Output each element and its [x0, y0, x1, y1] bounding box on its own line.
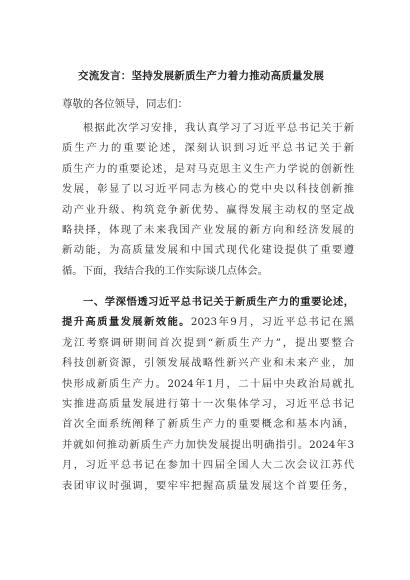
paragraph-line: 根据此次学习安排，我认真学习了习近平总书记关于新	[83, 122, 354, 134]
paragraph-line: 发展，彰显了以习近平同志为核心的党中央以科技创新推	[62, 183, 354, 196]
paragraph-text: 2023年9月，习近平总书记在黑	[190, 316, 354, 329]
paragraph-line	[62, 312, 354, 332]
paragraph-line: 动产业升级、构筑竞争新优势、赢得发展主动权的坚定战	[62, 203, 354, 216]
paragraph-line: 略抉择，体现了未来我国产业发展的新方向和经济发展的	[62, 223, 354, 236]
paragraph-line: 质生产力的重要论述，是对马克思主义生产力学说的创新性	[62, 162, 354, 175]
paragraph-intro	[62, 118, 354, 281]
section-heading-cont: 提升高质量发展新效能。	[62, 316, 191, 329]
paragraph-line: 月，习近平总书记在参加十四届全国人大二次会议江苏代	[62, 459, 354, 472]
paragraph-line: 首次全面系统阐释了新质生产力的重要概念和基本内涵，	[62, 418, 354, 431]
paragraph-section-one	[62, 292, 354, 496]
document-title: 交流发言：坚持发展新质生产力着力推动高质量发展	[78, 70, 325, 82]
paragraph-line	[62, 292, 354, 312]
paragraph-line: 实推进高质量发展进行第十一次集体学习，习近平总书记	[62, 397, 354, 410]
paragraph-line: 新动能，为高质量发展和中国式现代化建设提供了重要遵	[62, 244, 354, 257]
paragraph-line: 循。下面，我结合我的工作实际谈几点体会。	[62, 264, 268, 277]
paragraph-line: 表团审议时强调，要牢牢把握高质量发展这个首要任务，	[62, 479, 354, 492]
paragraph-line: 龙江考察调研期间首次提到“新质生产力”，提出要整合	[62, 336, 354, 349]
salutation: 尊敬的各位领导，同志们：	[62, 98, 188, 110]
paragraph-line: 快形成新质生产力。2024年1月，二十届中央政治局就扎	[62, 377, 354, 390]
paragraph-line: 质生产力的重要论述，深刻认识到习近平总书记关于新	[62, 142, 354, 155]
paragraph-line: 科技创新资源，引领发展战略性新兴产业和未来产业，加	[62, 357, 354, 370]
section-heading: 一、学深悟透习近平总书记关于新质生产力的重要论述，	[83, 296, 354, 308]
paragraph-line: 并就如何推动新质生产力加快发展提出明确指引。2024年3	[62, 438, 354, 451]
